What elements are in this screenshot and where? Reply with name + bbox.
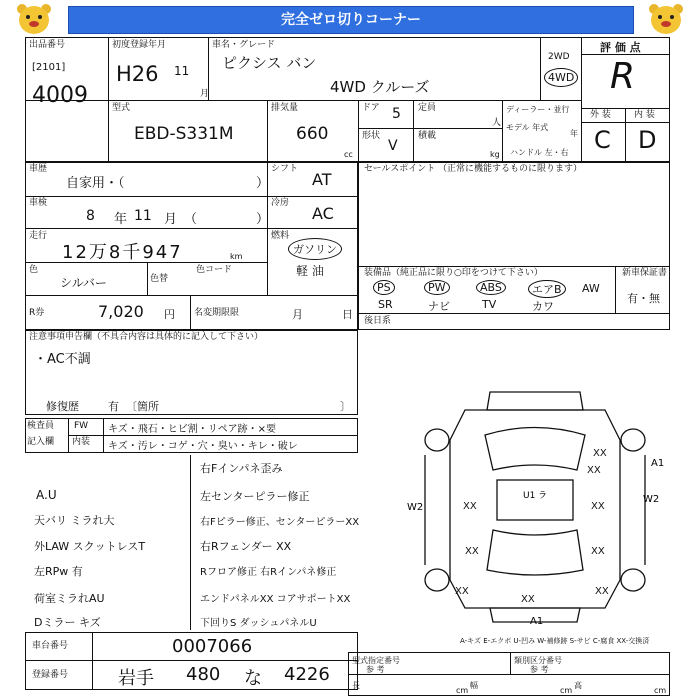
inspection-year: 8	[86, 208, 95, 224]
equip-ps: PS	[373, 280, 395, 295]
color-label: 色	[29, 265, 39, 275]
handle-label: ハンドル 左・右	[510, 148, 569, 157]
svg-text:XX: XX	[593, 448, 607, 459]
mileage-value: 12万8千947	[62, 242, 183, 263]
model-year-label: モデル 年式	[506, 123, 549, 132]
dealer-label: ディーラー・並行	[506, 105, 570, 114]
svg-text:XX: XX	[587, 465, 601, 476]
repair-part-label: 〔箇所	[126, 400, 159, 413]
mileage-label: 走行	[29, 231, 48, 241]
exterior-label: 外 装	[590, 110, 611, 120]
recycle-label: R券	[29, 308, 45, 318]
lot-code: [2101]	[32, 62, 66, 73]
equip-tv: TV	[482, 298, 497, 311]
equip-leather: カワ	[532, 300, 554, 313]
interior-score: D	[638, 126, 657, 154]
recycle-value: 7,020	[98, 302, 144, 321]
aircon-value: AC	[312, 204, 334, 223]
diagram-a1-bottom: A1	[530, 616, 544, 627]
model-spec-label: 型式指定番号	[352, 656, 400, 665]
capacity-unit: 人	[492, 118, 502, 128]
bear-mascot-icon	[14, 2, 54, 36]
ref-label-1: 参 考	[366, 665, 385, 674]
load-unit: kg	[490, 150, 500, 159]
name-change-label: 名変期限限	[194, 308, 240, 318]
diagram-w2-left: W2	[407, 502, 424, 513]
month-unit: 月	[200, 89, 210, 99]
car-grade: 4WD クルーズ	[330, 78, 430, 96]
inspection-year-unit: 年	[114, 212, 128, 227]
load-label: 積載	[418, 131, 437, 141]
fw-label: FW	[74, 421, 89, 431]
inspection-paren-close: ）	[256, 212, 270, 227]
drive-2wd: 2WD	[548, 52, 570, 62]
repair-value: 有	[108, 400, 119, 413]
repair-part-close: 〕	[340, 400, 351, 413]
sales-block	[358, 162, 670, 330]
rear-seat-label: 後日系	[364, 316, 392, 326]
remark-left-3: 外LAW スクットレスT	[34, 540, 146, 553]
score-label: 評 価 点	[600, 41, 641, 54]
fuel-diesel: 軽 油	[296, 264, 324, 278]
color-value: シルバー	[60, 276, 107, 290]
equip-airbag: エアB	[528, 280, 566, 298]
diagram-w2-right: W2	[643, 494, 660, 505]
remark-left-2: 天バリ ミラれ大	[34, 514, 115, 527]
fuel-label: 燃料	[271, 231, 290, 241]
drive-4wd: 4WD	[544, 68, 578, 87]
name-change-day: 日	[342, 308, 353, 321]
remark-left-4: 左RPw 有	[34, 565, 83, 578]
interior-check-label: 内装	[72, 437, 91, 447]
lot-label: 出品番号	[29, 40, 66, 50]
name-change-month: 月	[292, 308, 303, 321]
model-value: EBD-S331M	[134, 124, 234, 144]
inspection-month: 11	[134, 208, 152, 224]
color-replace-label: 色替	[150, 274, 169, 284]
shape-value: V	[388, 138, 398, 154]
remark-right-6: 下回りS ダッシュパネルU	[200, 618, 317, 629]
remark-right-3: 右Rフェンダー XX	[200, 540, 292, 553]
interior-label: 内 装	[634, 110, 655, 120]
score-value: R	[610, 56, 636, 97]
length-label: 長	[352, 681, 360, 690]
remark-left-6: Dミラー キズ	[34, 616, 101, 629]
plate-class: 480	[186, 664, 221, 685]
plate-region: 岩手	[118, 668, 154, 689]
equip-pw: PW	[424, 280, 450, 295]
inspector-label: 検査員	[27, 421, 55, 431]
chassis-label: 車台番号	[32, 641, 69, 651]
recycle-unit: 円	[164, 308, 175, 321]
remark-right-0: 右Fインパネ歪み	[200, 462, 283, 475]
svg-text:XX: XX	[591, 546, 605, 557]
exterior-score: C	[594, 126, 611, 154]
remark-right-2: 右Fピラー修正、センターピラーXX	[200, 517, 360, 528]
color-code-label: 色コード	[196, 265, 233, 275]
svg-text:XX: XX	[465, 546, 479, 557]
fw-items: キズ・飛石・ヒビ割・リペア跡・×要	[108, 424, 276, 435]
ref-label-2: 参 考	[530, 665, 549, 674]
width-label: 幅	[470, 681, 478, 690]
remark-right-1: 左センターピラー修正	[200, 490, 310, 503]
inspection-label: 車検	[29, 198, 48, 208]
lot-number: 4009	[32, 83, 88, 108]
year-unit: 年	[570, 129, 578, 138]
car-name: ピクシス バン	[222, 54, 317, 72]
diagram-u1-label: U1 ラ	[523, 491, 548, 501]
cc-unit: cc	[344, 150, 353, 159]
remark-left-5: 荷室ミラれAU	[34, 592, 105, 605]
notes-label: 注意事項申告欄（不具合内容は具体的に記入して下さい）	[29, 332, 264, 342]
height-label: 高	[574, 681, 582, 690]
capacity-label: 定員	[418, 103, 437, 113]
displacement-label: 排気量	[271, 103, 299, 113]
equip-abs: ABS	[476, 280, 506, 295]
interior-items: キズ・汚レ・コゲ・穴・臭い・キレ・破レ	[108, 441, 298, 452]
svg-text:XX: XX	[595, 586, 609, 597]
remark-right-4: Rフロア修正 右Rインパネ修正	[200, 567, 337, 578]
notes-line1: ・AC不調	[34, 352, 91, 367]
class-code-label: 類別区分番号	[514, 656, 562, 665]
sales-point-label: セールスポイント （正常に機能するものに限ります）	[364, 164, 583, 174]
doors-value: 5	[392, 106, 401, 122]
aircon-label: 冷房	[271, 198, 290, 208]
remark-right-5: エンドパネルXX コアサポートXX	[200, 594, 351, 605]
svg-text:XX: XX	[455, 586, 469, 597]
bear-mascot-icon	[646, 2, 686, 36]
doors-label: ドア	[362, 103, 380, 113]
first-reg-month: 11	[174, 64, 190, 78]
svg-text:XX: XX	[591, 501, 605, 512]
banner-title: 完全ゼロ切りコーナー	[68, 6, 634, 34]
cm-unit-1: cm	[456, 686, 469, 695]
equip-navi: ナビ	[428, 300, 450, 313]
history-label: 車歴	[29, 164, 48, 174]
equip-sr: SR	[378, 298, 393, 311]
inspection-paren: （	[184, 212, 198, 227]
warranty-value: 有・無	[627, 292, 660, 305]
fuel-gas: ガソリン	[288, 238, 342, 260]
first-reg-era: H26	[116, 62, 159, 86]
equip-aw: AW	[582, 282, 600, 295]
cm-unit-3: cm	[654, 686, 667, 695]
displacement-value: 660	[296, 124, 329, 144]
warranty-label: 新車保証書	[622, 268, 668, 278]
svg-text:XX: XX	[463, 501, 477, 512]
shift-label: シフト	[271, 164, 299, 174]
plate-label: 登録番号	[32, 670, 69, 680]
cm-unit-2: cm	[560, 686, 573, 695]
car-damage-diagram	[405, 380, 675, 630]
km-unit: km	[230, 252, 243, 261]
inspection-month-unit: 月	[164, 212, 178, 227]
model-label: 型式	[112, 103, 131, 113]
equipment-label: 装備品（純正品に限り○印をつけて下さい）	[364, 268, 543, 278]
car-name-label: 車名・グレード	[212, 40, 276, 50]
repair-label: 修復歴	[46, 400, 79, 413]
plate-number: 4226	[284, 664, 330, 685]
diagram-legend: A-キズ E-エクボ U-凹み W-補修跡 S-サビ C-腐食 XX-交換済	[460, 637, 650, 645]
svg-text:XX: XX	[521, 594, 535, 605]
plate-kana: な	[244, 668, 262, 689]
diagram-a1-top: A1	[651, 458, 665, 469]
history-value: 自家用・（	[66, 176, 125, 191]
history-close: ）	[256, 176, 270, 191]
first-reg-label: 初度登録年月	[112, 40, 167, 50]
chassis-value: 0007066	[172, 636, 253, 657]
entry-label: 記入欄	[27, 437, 55, 447]
shift-value: AT	[312, 170, 332, 189]
shape-label: 形状	[362, 131, 381, 141]
remark-left-1: A.U	[36, 488, 57, 502]
